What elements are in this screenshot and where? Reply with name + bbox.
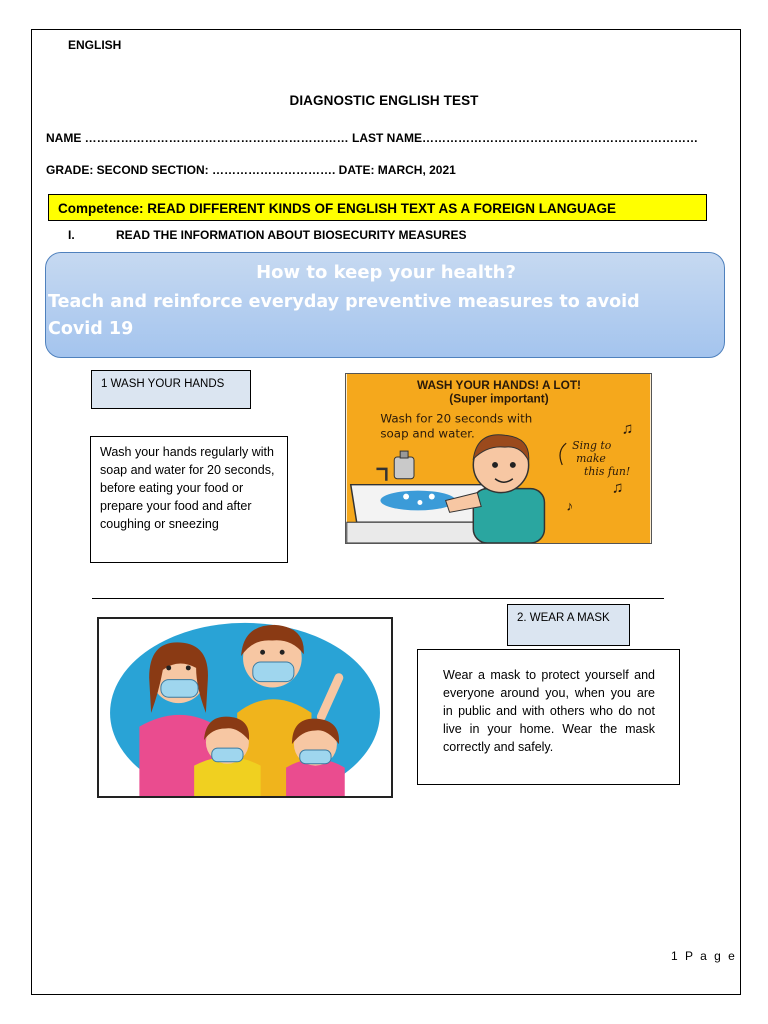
wear-mask-text: Wear a mask to protect yourself and everyone around you, when you are in public and with others who do not live in your home. Wear the mask correctly and safely.	[417, 649, 680, 785]
section-separator	[92, 598, 664, 599]
poster-title: WASH YOUR HANDS! A LOT!	[416, 377, 582, 392]
section-heading	[68, 228, 466, 242]
poster-sing-2: make	[576, 451, 606, 465]
banner-line-2: Covid 19	[48, 319, 134, 339]
section-title: READ THE INFORMATION ABOUT BIOSECURITY MEASURES	[116, 228, 467, 242]
poster-sing-3: this fun!	[583, 464, 631, 478]
poster-sing-1: Sing to	[572, 439, 612, 453]
music-note-icon: ♫	[621, 420, 634, 438]
poster-line-1: Wash for 20 seconds with	[380, 411, 533, 426]
competence-label: Competence	[58, 201, 140, 216]
poster-subtitle: (Super important)	[449, 391, 549, 406]
name-field-line: NAME ………………………………………………………… LAST NAME……………………………………………………………	[46, 131, 698, 145]
banner-title: How to keep your health?	[256, 262, 516, 283]
page-number: 1 P a g e	[671, 949, 737, 963]
subject-header: ENGLISH	[68, 38, 122, 52]
poster-line-2: soap and water.	[380, 426, 475, 441]
music-note-icon: ♫	[611, 479, 624, 497]
section-numeral: I.	[68, 228, 75, 242]
masked-family-image	[97, 617, 393, 798]
grade-field-line: GRADE: SECOND SECTION: …………………………. DATE: MARCH, 2021	[46, 163, 456, 177]
health-banner	[45, 252, 725, 358]
competence-text: : READ DIFFERENT KINDS OF ENGLISH TEXT AS A FOREIGN LANGUAGE	[139, 201, 617, 216]
banner-text	[48, 289, 725, 343]
wash-hands-text: Wash your hands regularly with soap and water for 20 seconds, before eating your food or prepare your food and after coughing or sneezing	[90, 436, 288, 563]
banner-line-1: Teach and reinforce everyday preventive measures to avoid	[48, 292, 640, 312]
competence-highlight	[48, 194, 707, 221]
wear-mask-label: 2. WEAR A MASK	[507, 604, 630, 646]
wash-hands-poster-image	[345, 373, 652, 544]
wash-hands-label: 1 WASH YOUR HANDS	[91, 370, 251, 409]
music-note-icon: ♪	[566, 497, 574, 514]
document-title: DIAGNOSTIC ENGLISH TEST	[289, 93, 479, 108]
